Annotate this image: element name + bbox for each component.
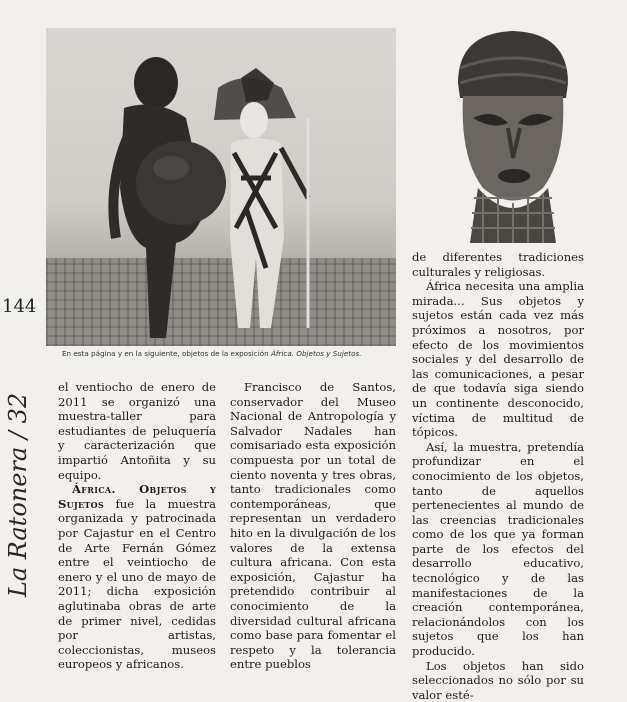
paragraph: el ventiocho de enero de 2011 se organizó una muestra-taller para estudiantes de peluquería y caracterización que impartió Antoñita y su equipo. <box>58 380 216 482</box>
caption-prefix: En esta página y en la siguiente, objetos de la exposición <box>62 349 271 358</box>
photo-caption <box>62 349 402 358</box>
text-column-3 <box>412 250 584 702</box>
paragraph-text: fue la muestra organizada y patrocinada por Cajastur en el Centro de Arte Fernán Gómez entre el veintiocho de enero y el uno de mayo de 2011; dicha exposición aglutinaba obras de arte de primer nivel, cedidas por artistas, coleccionistas, museos europeos y africanos. <box>58 496 216 672</box>
paragraph: Así, la muestra, pretendía profundizar en el conocimiento de los objetos, tanto de aquellos pertenecientes al mundo de las creencias tradicionales como de los que ya forman parte de los efectos del desarrollo educativo, tecnológico y de las manifestaciones de la creación contemporánea, relacionándolos con los sujetos que los han producido. <box>412 439 584 659</box>
exhibition-photo <box>46 28 396 346</box>
photo-two-children-icon <box>46 28 396 346</box>
paragraph: África necesita una amplia mirada... Sus objetos y sujetos están cada vez más próximos a nosotros, por efecto de los movimientos sociales y del desarrollo de las comunicaciones, a pesar de que todavía siga siendo un continente desconocido, víctima de multitud de tópicos. <box>412 279 584 440</box>
caption-title: África. Objetos y Sujetos. <box>270 349 362 358</box>
text-column-1 <box>58 380 216 672</box>
mask-figure <box>438 28 588 248</box>
paragraph: Los objetos han sido seleccionados no sólo por su valor esté- <box>412 658 584 702</box>
running-title-text: La Ratonera / 32 <box>4 392 32 598</box>
paragraph <box>58 482 216 672</box>
text-column-2 <box>230 380 396 672</box>
paragraph: de diferentes tradiciones culturales y religiosas. <box>412 250 584 279</box>
paragraph: Francisco de Santos, conservador del Museo Nacional de Antropología y Salvador Nadales han comisariado esta exposición compuesta por un total de ciento noventa y tres obras, tanto tradicionales como contemporáneas, que representan un verdadero hito en la divulgación de los valores de la extensa cultura africana. Con esta exposición, Cajastur ha pretendido contribuir al conocimiento de la diversidad cultural africana como base para fomentar el respeto y la tolerancia entre pueblos <box>230 380 396 672</box>
page-number: 144 <box>2 296 37 317</box>
section-heading: África. Objetos y Sujetos <box>58 482 216 511</box>
running-title <box>1 380 35 610</box>
african-mask-icon <box>438 28 588 248</box>
